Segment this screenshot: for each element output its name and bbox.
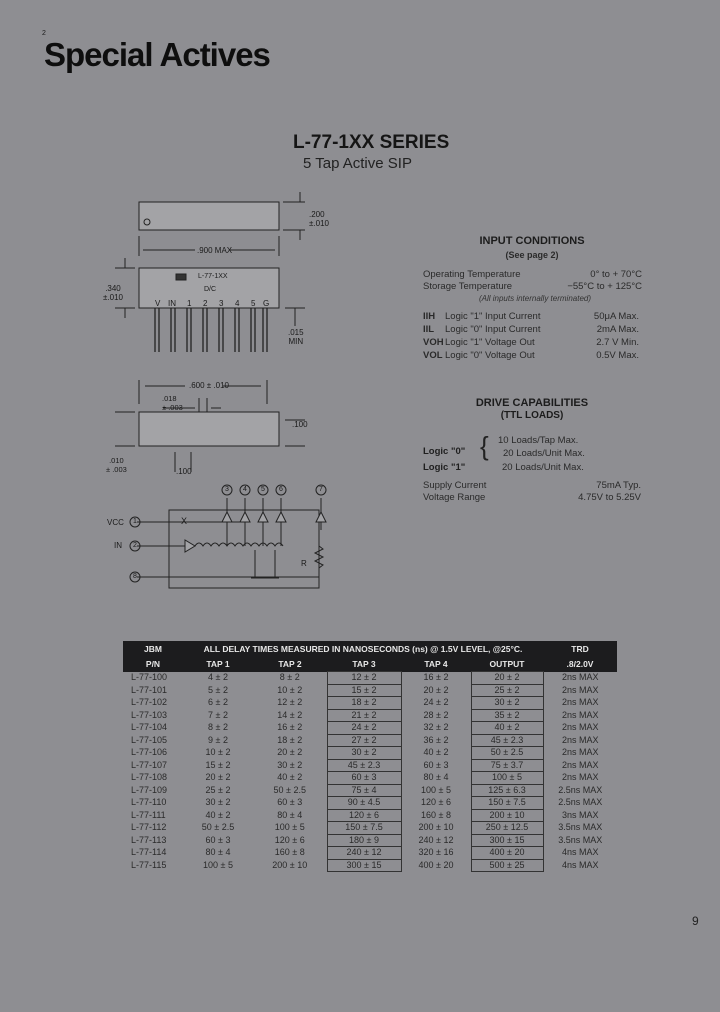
trd-cell: 4ns MAX	[561, 859, 599, 870]
spec-label: Supply Current	[423, 480, 487, 491]
delay-cell: 160 ± 8	[274, 847, 305, 857]
delay-cell: 100 ± 5	[471, 772, 543, 785]
corner-mark: 2	[42, 30, 46, 37]
part-number-cell: L-77-104	[131, 722, 168, 732]
vcc-label: VCC	[107, 518, 124, 527]
spec-value: 4.75V to 5.25V	[578, 492, 641, 503]
dim-pitch: .600 ± .010	[189, 381, 229, 390]
delay-cell: 30 ± 2	[205, 797, 231, 807]
header-col: TAP 1	[206, 658, 230, 669]
delay-cell: 80 ± 4	[277, 809, 303, 820]
delay-cell: 40 ± 2	[471, 722, 543, 735]
table-row	[123, 759, 617, 772]
delay-cell: 16 ± 2	[423, 672, 449, 682]
header-banner: ALL DELAY TIMES MEASURED IN NANOSECONDS (ns) @ 1.5V LEVEL, @25°C.	[203, 643, 523, 654]
part-number-cell: L-77-110	[131, 797, 167, 807]
trd-cell: 3.5ns MAX	[558, 822, 603, 832]
table-body	[123, 672, 617, 872]
delay-cell: 20 ± 2	[205, 772, 231, 782]
part-number-cell: L-77-113	[131, 834, 167, 845]
delay-cell: 80 ± 4	[205, 847, 231, 857]
page-title: Special Actives	[44, 36, 270, 73]
delay-cell: 8 ± 2	[279, 672, 300, 682]
delay-cell: 50 ± 2.5	[273, 784, 306, 795]
delay-cell: 20 ± 2	[277, 747, 303, 757]
delay-cell: 16 ± 2	[277, 722, 303, 732]
delay-cell: 160 ± 8	[421, 809, 451, 820]
delay-cell: 320 ± 16	[418, 847, 454, 857]
spec-row	[423, 324, 639, 336]
delay-cell: 240 ± 12	[418, 834, 454, 845]
pin-label: 1	[187, 299, 192, 308]
spec-row	[423, 311, 639, 323]
part-number-cell: L-77-111	[131, 809, 166, 820]
logic1-label: Logic "1"	[423, 462, 466, 473]
page-number: 9	[692, 914, 699, 928]
header-trd: TRD	[571, 643, 589, 654]
logic0-label: Logic "0"	[423, 446, 466, 457]
delay-cell: 15 ± 2	[327, 684, 401, 697]
trd-cell: 2ns MAX	[561, 697, 599, 707]
spec-row	[423, 281, 642, 293]
delay-cell: 45 ± 2.3	[327, 759, 401, 772]
table-row	[123, 772, 617, 785]
brace: {	[480, 431, 489, 461]
table-row	[123, 734, 617, 747]
trd-cell: 2ns MAX	[561, 747, 599, 757]
delay-cell: 30 ± 2	[327, 747, 401, 760]
pin-label: G	[263, 299, 270, 308]
pin-label: 3	[219, 299, 224, 308]
termination-note: (All inputs internally terminated)	[478, 294, 592, 303]
delay-cell: 35 ± 2	[471, 709, 543, 722]
table-row	[123, 747, 617, 760]
dim-pin-w: .010 ± .003	[106, 456, 127, 474]
spec-row	[423, 269, 642, 281]
header-trd-level: .8/2.0V	[566, 658, 594, 669]
pin-label: 4	[235, 299, 240, 308]
logo-text: L-77-1XX	[198, 273, 228, 280]
delay-cell: 60 ± 3	[423, 759, 449, 770]
header-col: OUTPUT	[489, 658, 525, 669]
table-row	[123, 834, 617, 847]
x-label: X	[181, 516, 188, 526]
dim-lead-w: .018 ± .003	[162, 394, 183, 412]
trd-cell: 2ns MAX	[561, 722, 599, 732]
table-row	[123, 697, 617, 710]
delay-cell: 10 ± 2	[205, 747, 231, 757]
pin-label: V	[155, 299, 161, 308]
trd-cell: 2ns MAX	[561, 709, 599, 720]
part-number-cell: L-77-106	[131, 747, 168, 757]
delay-cell: 50 ± 2.5	[201, 822, 235, 832]
drive-title: DRIVE CAPABILITIES	[475, 397, 589, 409]
delay-cell: 120 ± 6	[327, 809, 401, 822]
spec-label: Logic "0" Input Current	[445, 324, 541, 335]
delay-cell: 20 ± 2	[423, 684, 449, 695]
dim-thick: .100	[292, 420, 308, 429]
date-code: D/C	[204, 286, 217, 293]
spec-value: 2.7 V Min.	[596, 337, 639, 348]
delay-cell: 40 ± 2	[423, 747, 449, 757]
header-col: TAP 3	[352, 658, 376, 669]
delay-cell: 18 ± 2	[327, 697, 401, 710]
table-row	[123, 847, 617, 860]
part-number-cell: L-77-105	[131, 734, 168, 745]
logic0-b: 20 Loads/Unit Max.	[503, 448, 585, 459]
delay-cell: 400 ± 20	[471, 847, 543, 860]
header-col: TAP 2	[278, 658, 302, 669]
delay-cell: 100 ± 5	[421, 784, 451, 795]
series-title: L-77-1XX SERIES	[293, 132, 450, 153]
delay-cell: 120 ± 6	[274, 834, 305, 845]
delay-cell: 9 ± 2	[208, 734, 228, 745]
trd-cell: 4ns MAX	[561, 847, 599, 857]
delay-cell: 60 ± 3	[277, 797, 303, 807]
node-label: 7	[319, 486, 323, 493]
trd-cell: 3.5ns MAX	[558, 834, 603, 845]
delay-cell: 300 ± 15	[471, 834, 543, 847]
spec-label: Voltage Range	[423, 492, 486, 503]
part-number-cell: L-77-109	[131, 784, 168, 795]
delay-cell: 6 ± 2	[208, 697, 228, 707]
table-row	[123, 684, 617, 697]
delay-cell: 240 ± 12	[327, 847, 401, 860]
drive-subtitle: (TTL LOADS)	[500, 410, 564, 421]
delay-cell: 200 ± 10	[471, 809, 543, 822]
trd-cell: 3ns MAX	[561, 809, 599, 820]
spec-label: Logic "1" Voltage Out	[445, 337, 535, 348]
pin-label: IN	[168, 299, 176, 308]
node-label: 5	[261, 486, 265, 493]
spec-row	[423, 350, 639, 362]
node-label: 6	[279, 486, 283, 493]
part-number-cell: L-77-114	[131, 847, 167, 857]
spec-symbol: VOH	[423, 337, 444, 348]
delay-cell: 75 ± 4	[327, 784, 401, 797]
node-label: 8	[133, 573, 137, 580]
delay-cell: 10 ± 2	[277, 684, 303, 695]
node-label: 1	[133, 518, 137, 525]
delay-cell: 12 ± 2	[277, 697, 303, 707]
table-row	[123, 809, 617, 822]
delay-cell: 12 ± 2	[327, 672, 401, 685]
spec-value: 50μA Max.	[593, 311, 639, 322]
delay-cell: 100 ± 5	[203, 859, 233, 870]
delay-cell: 30 ± 2	[471, 697, 543, 710]
delay-cell: 18 ± 2	[277, 734, 303, 745]
delay-cell: 24 ± 2	[423, 697, 449, 707]
trd-cell: 2ns MAX	[561, 734, 599, 745]
delay-cell: 45 ± 2.3	[471, 734, 543, 747]
pin-label: 2	[203, 299, 208, 308]
delay-cell: 40 ± 2	[277, 772, 303, 782]
delay-cell: 125 ± 6.3	[471, 784, 543, 797]
delay-cell: 30 ± 2	[277, 759, 303, 770]
delay-cell: 4 ± 2	[208, 672, 228, 682]
delay-cell: 20 ± 2	[471, 672, 543, 685]
spec-label: Logic "0" Voltage Out	[445, 350, 535, 361]
logic1-a: 20 Loads/Unit Max.	[502, 462, 584, 473]
part-number-cell: L-77-101	[131, 684, 168, 695]
table-row	[123, 859, 617, 872]
table-row	[123, 797, 617, 810]
table-row	[123, 709, 617, 722]
table-row	[123, 784, 617, 797]
trd-cell: 2.5ns MAX	[558, 784, 603, 795]
delay-cell: 180 ± 9	[327, 834, 401, 847]
delay-cell: 200 ± 10	[418, 822, 454, 832]
spec-label: Storage Temperature	[423, 281, 513, 292]
delay-cell: 24 ± 2	[327, 722, 401, 735]
part-number-cell: L-77-102	[131, 697, 168, 707]
header-col: TAP 4	[424, 658, 448, 669]
delay-cell: 80 ± 4	[423, 772, 449, 782]
delay-cell: 120 ± 6	[421, 797, 451, 807]
table-row	[123, 672, 617, 685]
part-number-cell: L-77-108	[131, 772, 168, 782]
pin-label: 5	[251, 299, 256, 308]
series-subtitle: 5 Tap Active SIP	[303, 155, 412, 172]
node-label: 2	[133, 542, 137, 549]
spec-symbol: VOL	[423, 350, 443, 361]
spec-symbol: IIH	[423, 311, 436, 322]
trd-cell: 2ns MAX	[561, 759, 599, 770]
dim-body: .340 ±.010	[103, 284, 123, 302]
delay-cell: 75 ± 3.7	[471, 759, 543, 772]
delay-cell: 8 ± 2	[208, 722, 228, 732]
spec-label: Logic "1" Input Current	[445, 311, 541, 322]
trd-cell: 2ns MAX	[561, 772, 599, 782]
part-number-cell: L-77-112	[131, 822, 167, 832]
node-label: 3	[225, 486, 229, 493]
part-number-cell: L-77-107	[131, 759, 168, 770]
table-header-row-2	[123, 656, 617, 672]
delay-cell: 40 ± 2	[205, 809, 231, 820]
delay-cell: 90 ± 4.5	[327, 797, 401, 810]
delay-cell: 25 ± 2	[205, 784, 231, 795]
trd-cell: 2ns MAX	[561, 684, 599, 695]
delay-cell: 60 ± 3	[327, 772, 401, 785]
delay-cell: 400 ± 20	[418, 859, 454, 870]
header-jbm: JBM	[144, 643, 162, 654]
dim-width: .900 MAX	[197, 246, 233, 255]
delay-cell: 150 ± 7.5	[471, 797, 543, 810]
logic0-a: 10 Loads/Tap Max.	[498, 435, 579, 446]
spec-value: 2mA Max.	[596, 324, 639, 335]
delay-cell: 50 ± 2.5	[471, 747, 543, 760]
table-header-row-1	[123, 641, 617, 656]
delay-cell: 250 ± 12.5	[471, 822, 543, 835]
spec-value: 75mA Typ.	[596, 480, 641, 491]
delay-cell: 300 ± 15	[327, 859, 401, 872]
spec-label: Operating Temperature	[423, 269, 521, 280]
delay-cell: 60 ± 3	[205, 834, 231, 845]
delay-cell: 7 ± 2	[208, 709, 228, 720]
r-label: R	[301, 559, 307, 568]
delay-cell: 36 ± 2	[423, 734, 449, 745]
spec-value: −55°C to + 125°C	[567, 281, 642, 292]
part-number-cell: L-77-100	[131, 672, 168, 682]
delay-cell: 100 ± 5	[274, 822, 305, 832]
input-conditions-subtitle: (See page 2)	[505, 250, 559, 260]
table-row	[123, 822, 617, 835]
delay-cell: 500 ± 25	[471, 859, 543, 872]
delay-cell: 32 ± 2	[423, 722, 449, 732]
header-pn: P/N	[145, 658, 161, 669]
spec-symbol: IIL	[423, 324, 435, 335]
delay-cell: 150 ± 7.5	[327, 822, 401, 835]
spec-value: 0° to + 70°C	[590, 269, 642, 280]
node-label: 4	[243, 486, 247, 493]
part-number-cell: L-77-103	[131, 709, 168, 720]
delay-cell: 200 ± 10	[272, 859, 308, 870]
dim-lead: .015 MIN	[288, 328, 304, 346]
table-row	[123, 722, 617, 735]
spec-row	[423, 337, 639, 349]
delay-cell: 21 ± 2	[327, 709, 401, 722]
delay-table	[123, 641, 617, 872]
in-label: IN	[114, 541, 122, 550]
part-number-cell: L-77-115	[131, 859, 167, 870]
delay-cell: 27 ± 2	[327, 734, 401, 747]
delay-cell: 15 ± 2	[205, 759, 231, 770]
trd-cell: 2.5ns MAX	[558, 797, 603, 807]
delay-cell: 14 ± 2	[277, 709, 303, 720]
trd-cell: 2ns MAX	[561, 672, 599, 682]
dim-space: .100	[176, 467, 192, 476]
dim-height: .200 ±.010	[309, 210, 329, 228]
spec-row	[423, 480, 641, 492]
spec-row	[423, 492, 641, 504]
spec-value: 0.5V Max.	[596, 350, 639, 361]
delay-cell: 28 ± 2	[423, 709, 449, 720]
delay-cell: 5 ± 2	[208, 684, 228, 695]
delay-cell: 25 ± 2	[471, 684, 543, 697]
input-conditions-title: INPUT CONDITIONS	[479, 235, 585, 247]
